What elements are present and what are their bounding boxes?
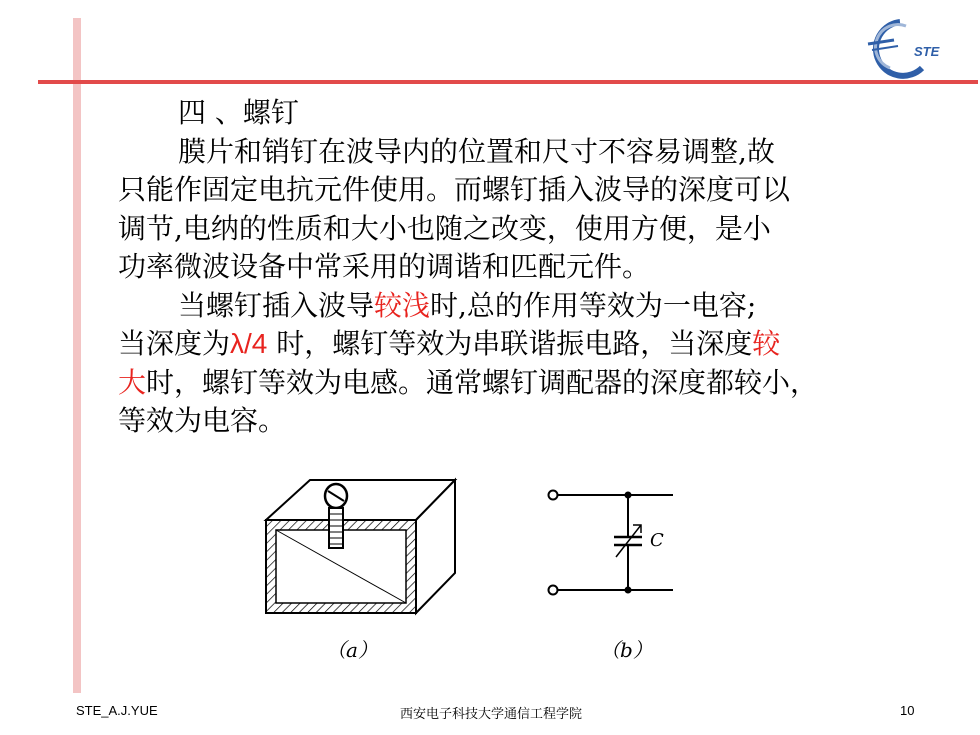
paragraph-line: 调节,电纳的性质和大小也随之改变，使用方便，是小 bbox=[118, 211, 771, 245]
footer-author: STE_A.J.YUE bbox=[76, 703, 158, 718]
paragraph-line bbox=[118, 287, 918, 326]
text-run: 当螺钉插入波导 bbox=[178, 288, 375, 322]
footer-institution: 西安电子科技大学通信工程学院 bbox=[400, 707, 583, 722]
figure bbox=[258, 458, 673, 662]
slide-body bbox=[118, 94, 918, 441]
paragraph-line: 等效为电容。 bbox=[118, 404, 287, 437]
page-number: 10 bbox=[900, 703, 915, 718]
waveguide-screw-diagram bbox=[258, 458, 458, 623]
paragraph-line: 只能作固定电抗元件使用。而螺钉插入波导的深度可以 bbox=[118, 173, 791, 206]
highlight-deep-2: 大 bbox=[118, 365, 147, 399]
header-rule bbox=[38, 80, 978, 84]
logo-text: STE bbox=[914, 44, 940, 59]
capacitor-label: C bbox=[650, 530, 664, 551]
ste-logo bbox=[860, 18, 940, 80]
paragraph-line bbox=[118, 325, 918, 364]
text-run: 时，螺钉等效为电感。通常螺钉调配器的深度都较小， bbox=[146, 365, 819, 399]
section-heading: 四 、螺钉 bbox=[178, 96, 299, 129]
caption-b: （b） bbox=[600, 638, 653, 662]
paragraph-line: 功率微波设备中常采用的调谐和匹配元件。 bbox=[118, 250, 651, 283]
highlight-lambda: λ/4 bbox=[230, 328, 268, 359]
highlight-shallow: 较浅 bbox=[374, 288, 431, 322]
text-run: 当深度为 bbox=[118, 327, 231, 360]
equivalent-circuit-diagram bbox=[498, 483, 673, 613]
left-accent-bar bbox=[73, 18, 81, 693]
paragraph-line bbox=[118, 364, 918, 403]
text-run: 时,总的作用等效为一电容; bbox=[430, 288, 757, 322]
paragraph-line: 膜片和销钉在波导内的位置和尺寸不容易调整,故 bbox=[178, 134, 775, 168]
highlight-deep-1: 较 bbox=[752, 327, 781, 360]
text-run: 时，螺钉等效为串联谐振电路，当深度 bbox=[267, 327, 753, 360]
caption-a: （a） bbox=[326, 638, 378, 662]
